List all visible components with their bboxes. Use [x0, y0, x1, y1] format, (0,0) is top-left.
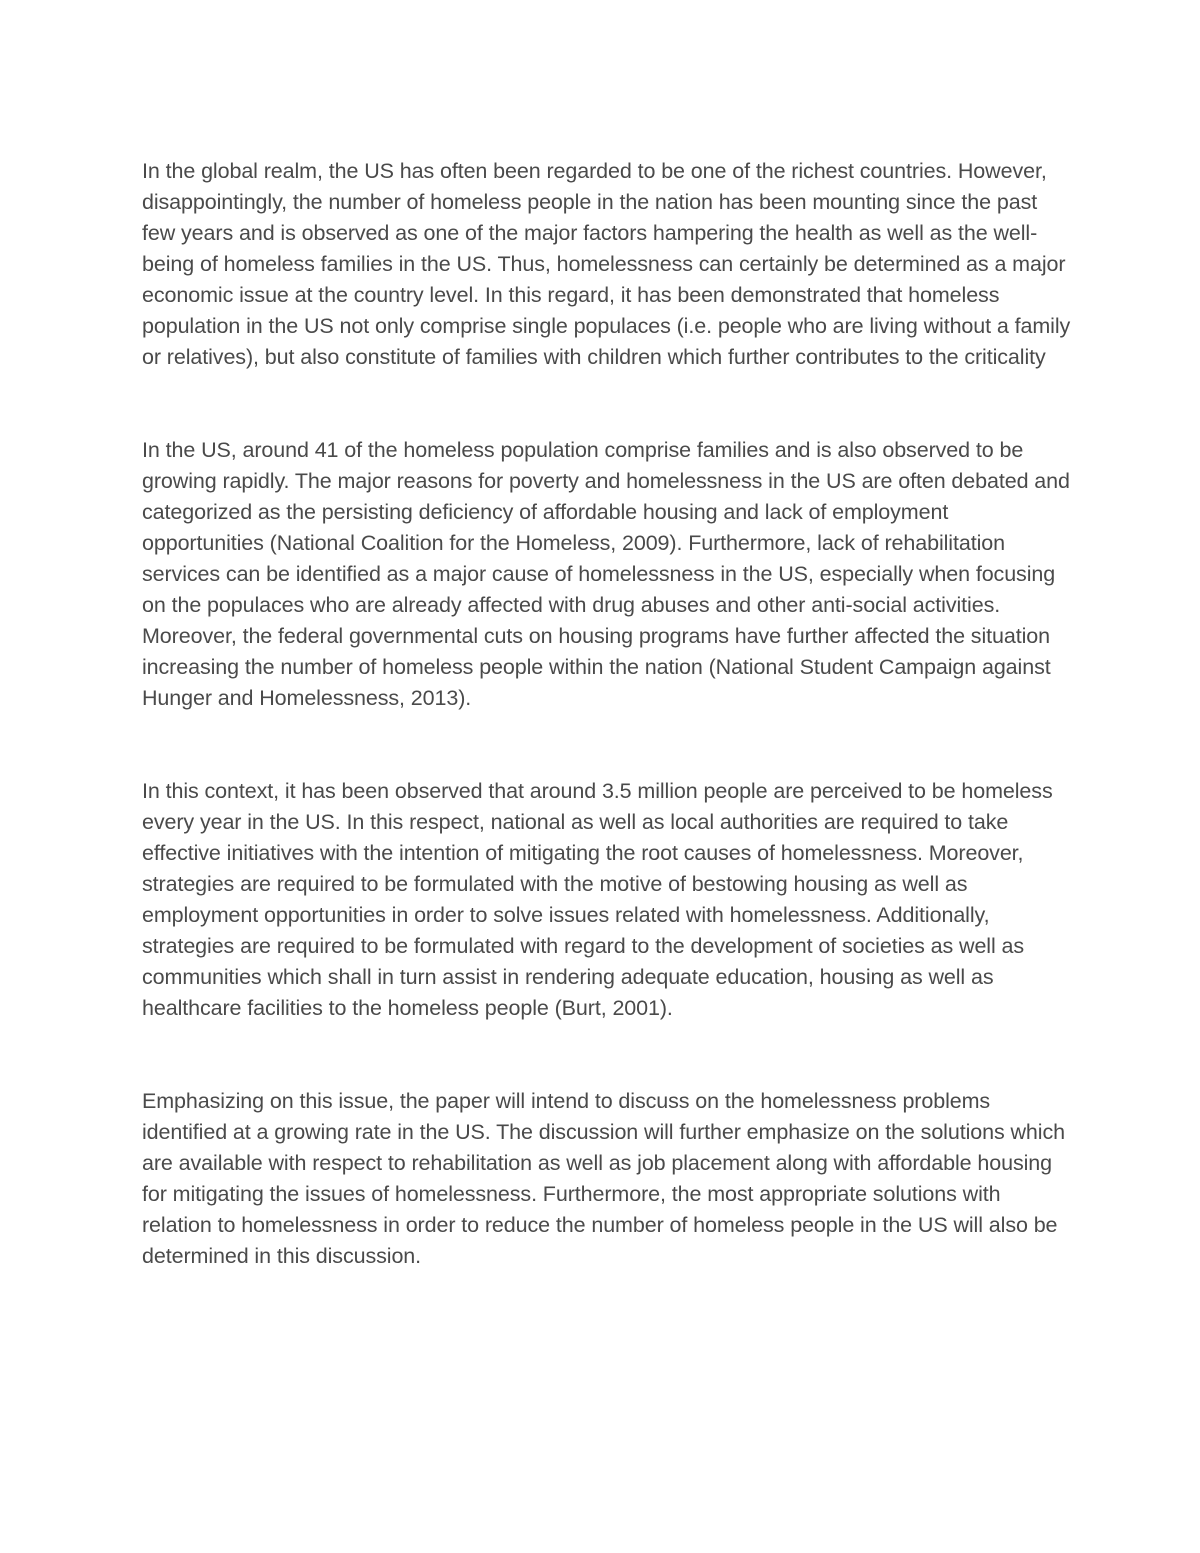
paragraph-2: In the US, around 41 of the homeless population comprise families and is also observed to be growing rapidly. The major reasons for poverty and homelessness in the US are often debated and categorized as the persisting deficiency of affordable housing and lack of employment opportunities (National Coalition for the Homeless, 2009). Furthermore, lack of rehabilitation services can be identified as a major cause of homelessness in the US, especially when focusing on the populaces who are already affected with drug abuses and other anti-social activities. Moreover, the federal governmental cuts on housing programs have further affected the situation increasing the number of homeless people within the nation (National Student Campaign against Hunger and Homelessness, 2013).	[142, 438, 1070, 710]
paragraph-3: In this context, it has been observed that around 3.5 million people are perceived to be homeless every year in the US. In this respect, national as well as local authorities are required to take effective initiatives with the intention of mitigating the root causes of homelessness. Moreover, strategies are required to be formulated with the motive of bestowing housing as well as employment opportunities in order to solve issues related with homelessness. Additionally, strategies are required to be formulated with regard to the development of societies as well as communities which shall in turn assist in rendering adequate education, housing as well as healthcare facilities to the homeless people (Burt, 2001).	[142, 779, 1053, 1020]
paragraph-4: Emphasizing on this issue, the paper will intend to discuss on the homelessness problems identified at a growing rate in the US. The discussion will further emphasize on the solutions which are available with respect to rehabilitation as well as job placement along with affordable housing for mitigating the issues of homelessness. Furthermore, the most appropriate solutions with relation to homelessness in order to reduce the number of homeless people in the US will also be determined in this discussion.	[142, 1089, 1065, 1268]
paragraph-1: In the global realm, the US has often been regarded to be one of the richest countries. However, disappointingly, the number of homeless people in the nation has been mounting since the past few years and is observed as one of the major factors hampering the health as well as the well-being of homeless families in the US. Thus, homelessness can certainly be determined as a major economic issue at the country level. In this regard, it has been demonstrated that homeless population in the US not only comprise single populaces (i.e. people who are living without a family or relatives), but also constitute of families with children which further contributes to the criticality	[142, 159, 1071, 369]
document-body	[142, 156, 1072, 1272]
